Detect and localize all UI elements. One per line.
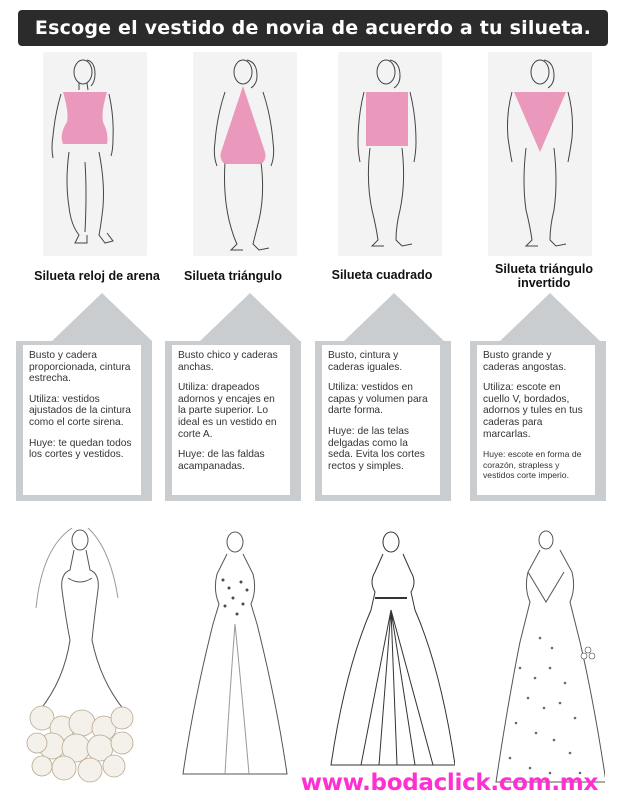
pointer-triangle [500, 293, 600, 341]
info-card-inverted-triangle [470, 341, 606, 501]
beaded-dress-illustration [480, 518, 605, 793]
info-card-hourglass [16, 341, 152, 501]
pointer-triangle [200, 293, 300, 341]
info-card-triangle [165, 341, 301, 501]
info-card-content [172, 345, 290, 495]
silhouette-label-hourglass: Silueta reloj de arena [34, 269, 160, 283]
info-card-content [322, 345, 440, 495]
hourglass-figure [43, 52, 147, 256]
mermaid-dress-illustration [22, 518, 142, 793]
description-text: Busto y cadera proporcionada, cintura estrecha. [29, 350, 131, 385]
inverted-triangle-figure [488, 52, 592, 256]
rectangle-figure [338, 52, 442, 256]
description-text: Busto, cintura y caderas iguales. [328, 350, 403, 373]
utiliza-text: Utiliza: vestidos en capas y volumen para darte forma. [328, 382, 428, 417]
pointer-triangle [344, 293, 444, 341]
info-card-content [477, 345, 595, 495]
huye-text: Huye: escote en forma de corazón, strapless y vestidos corte imperio. [483, 449, 582, 481]
huye-text: Huye: de las telas delgadas como la seda. Evita los cortes rectos y simples. [328, 425, 425, 472]
page-title: Escoge el vestido de novia de acuerdo a tu silueta. [34, 17, 592, 39]
utiliza-text: Utiliza: escote en cuello V, bordados, adornos y tules en tus caderas para marcarlas. [483, 382, 583, 440]
website-url[interactable]: www.bodaclick.com.mx [300, 770, 598, 796]
silhouette-label-inverted-triangle: Silueta triángulo invertido [495, 262, 593, 290]
utiliza-text: Utiliza: drapeados adornos y encajes en la parte superior. Lo ideal es un vestido en corte A. [178, 382, 277, 440]
title-banner [18, 10, 608, 46]
description-text: Busto grande y caderas angostas. [483, 350, 567, 373]
silhouette-label-rectangle: Silueta cuadrado [331, 268, 433, 282]
huye-text: Huye: de las faldas acampanadas. [178, 449, 265, 472]
info-card-rectangle [315, 341, 451, 501]
silhouette-label-triangle: Silueta triángulo [184, 269, 282, 283]
pointer-triangle [52, 293, 152, 341]
info-card-content [23, 345, 141, 495]
utiliza-text: Utiliza: vestidos ajustados de la cintura como el corte sirena. [29, 393, 131, 428]
ball-gown-illustration [325, 518, 455, 793]
a-line-dress-illustration [175, 518, 293, 793]
triangle-figure [193, 52, 297, 256]
huye-text: Huye: te quedan todos los cortes y vestidos. [29, 437, 132, 461]
description-text: Busto chico y caderas anchas. [178, 350, 278, 373]
